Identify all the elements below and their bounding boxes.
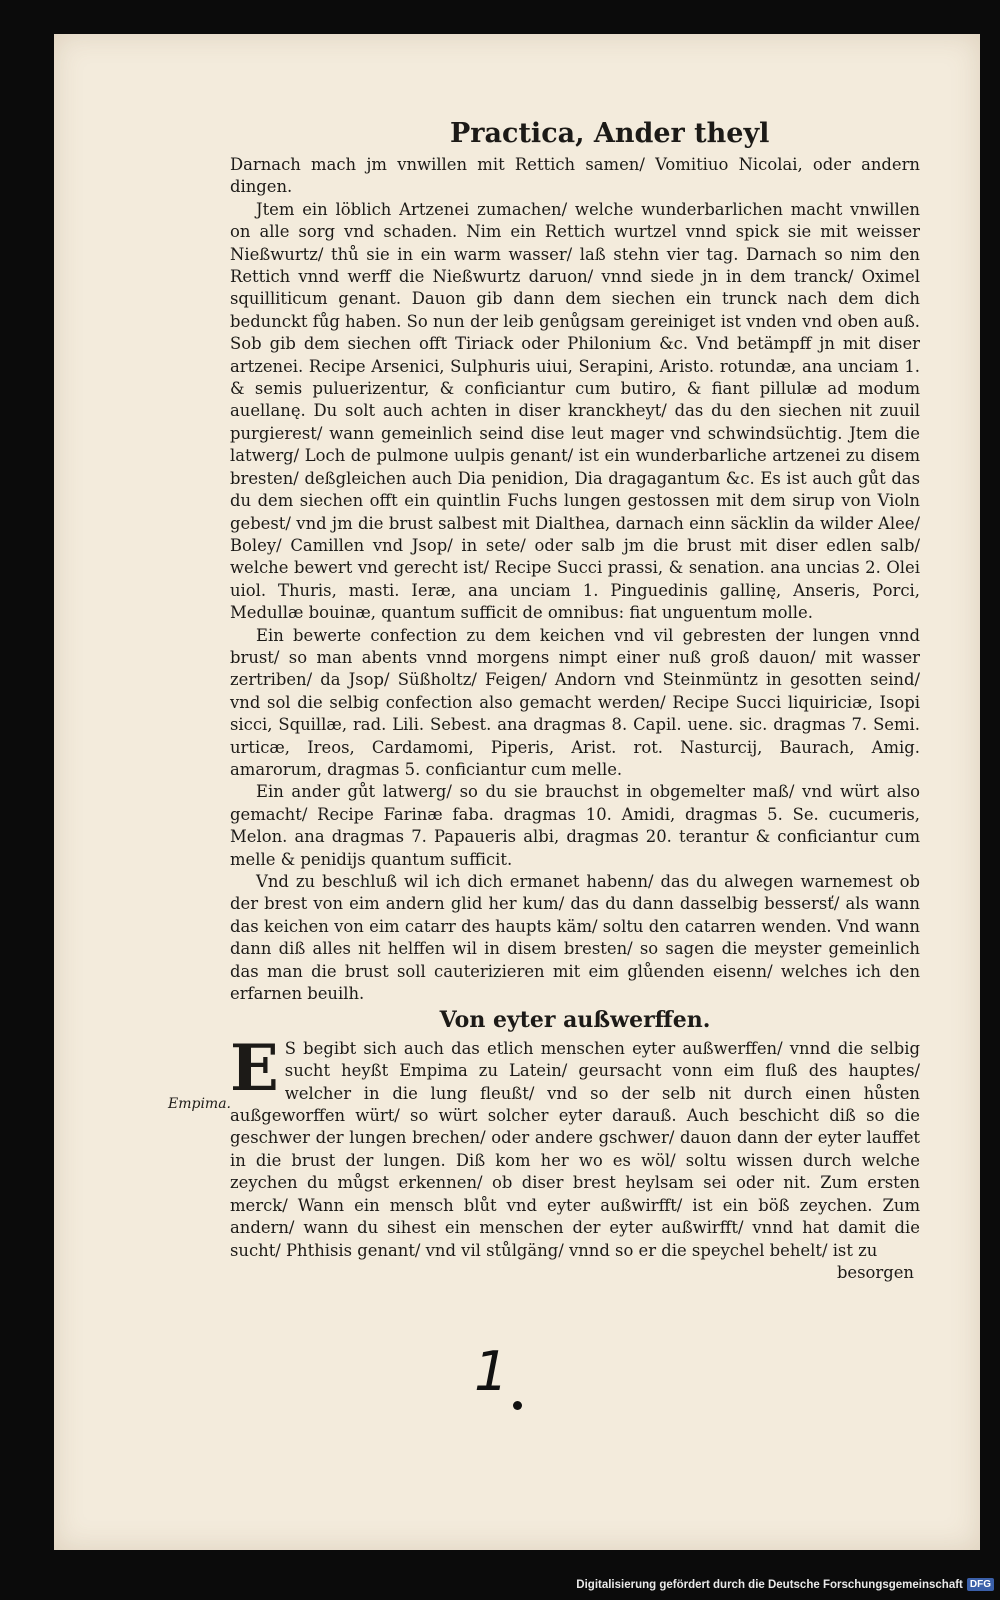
digitization-footer bbox=[576, 1578, 994, 1591]
running-header: Practica, Ander theyl bbox=[450, 118, 770, 149]
paragraph-3: Ein bewerte confection zu dem keichen vnd vil gebresten der lungen vnnd brust/ so man abents vnnd morgens nimpt einer nuß groß dauon/ mit wasser zertriben/ da Jsop/ Süßholtz/ Feigen/ Andorn vnd Steinmüntz in gesotten seind/ vnd sol die selbig confection also gemacht werden/ Recipe Succi liquiriciæ, Isopi sicci, Squillæ, rad. Lili. Sebest. ana dragmas 8. Capil. uene. sic. dragmas 7. Semi. urticæ, Ireos, Cardamomi, Piperis, Arist. rot. Nasturcij, Baurach, Amig. amarorum, dragmas 5. conficiantur cum melle. bbox=[230, 625, 920, 779]
section-paragraph-text: S begibt sich auch das etlich menschen eyter außwerffen/ vnnd die selbig sucht heyßt Empima zu Latein/ geursacht vonn eim fluß des hauptes/ welcher in die lung fleußt/ vnd so der selb nit durch einen hůsten außgeworffen würt/ so würt solcher eyter darauß. Auch beschicht diß so die geschwer der lungen brechen/ oder andere gschwer/ dauon dann der eyter lauffet in die brust der lungen. Diß kom her wo es wöl/ soltu wissen durch welche zeychen du můgst erkennen/ ob diser brest heylsam sei oder nit. Zum ersten merck/ Wann ein mensch blůt vnd eyter außwirfft/ ist ein böß zeychen. Zum andern/ wann du sihest ein menschen der eyter außwirfft/ vnnd hat damit die sucht/ Phthisis genant/ vnd vil stůlgäng/ vnnd so er die speychel behelt/ ist zu bbox=[230, 1038, 920, 1260]
margin-note: Empima. bbox=[168, 1096, 232, 1112]
footer-text: Digitalisierung gefördert durch die Deutsche Forschungsgemeinschaft bbox=[576, 1578, 963, 1591]
paragraph-1: Darnach mach jm vnwillen mit Rettich samen/ Vomitiuo Nicolai, oder andern dingen. bbox=[230, 155, 920, 197]
dfg-logo-icon: DFG bbox=[967, 1578, 994, 1591]
drop-cap: E bbox=[230, 1030, 279, 1106]
section-paragraph bbox=[230, 1030, 920, 1262]
handwritten-folio-mark: 1 bbox=[474, 1340, 509, 1403]
paragraph-2: Jtem ein löblich Artzenei zumachen/ welche wunderbarlichen macht vnwillen on alle sorg vnd schaden. Nim ein Rettich wurtzel vnnd spick sie mit weisser Nießwurtz/ thů sie in ein warm wasser/ laß stehn vier tag. Darnach so nim den Rettich vnnd werff die Nießwurtz daruon/ vnnd siede jn in dem tranck/ Oximel squilliticum genant. Dauon gib dann dem siechen ein trunck nach dem dich bedunckt fůg haben. So nun der leib genůgsam gereiniget ist vnden vnd oben auß. Sob gib dem siechen offt Tiriack oder Philonium &c. Vnd betämpff jn mit diser artzenei. Recipe Arsenici, Sulphuris uiui, Serapini, Aristo. rotundæ, ana unciam 1. & semis puluerizentur, & conficiantur cum butiro, & fiant pillulæ ad modum auellanę. Du solt auch achten in diser kranckheyt/ das du den siechen nit zuuil purgierest/ wann gemeinlich seind dise leut mager vnd schwindsüchtig. Jtem die latwerg/ Loch de pulmone uulpis genant/ ist ein wunderbarliche artzenei zu disem bresten/ deßgleichen auch Dia penidion, Dia dragagantum &c. Es ist auch gůt das du dem siechen offt ein quintlin Fuchs lungen gestossen mit dem sirup von Violn gebest/ vnd jm die brust salbest mit Dialthea, darnach einn säcklin da wilder Alee/ Boley/ Camillen vnd Jsop/ in sete/ oder salb jm die brust mit diser edlen salb/ welche bewert vnd gerecht ist/ Recipe Succi prassi, & senation. ana uncias 2. Olei uiol. Thuris, masti. Ieræ, ana unciam 1. Pinguedinis gallinę, Anseris, Porci, Medullæ bouinæ, quantum sufficit de omnibus: fiat unguentum molle. bbox=[230, 199, 920, 623]
ink-dot bbox=[513, 1401, 522, 1410]
paragraph-4: Ein ander gůt latwerg/ so du sie brauchst in obgemelter maß/ vnd würt also gemacht/ Recipe Farinæ faba. dragmas 10. Amidi, dragmas 5. Se. cucumeris, Melon. ana dragmas 7. Papaueris albi, dragmas 20. terantur & conficiantur cum melle & penidijs quantum sufficit. bbox=[230, 782, 920, 869]
catchword: besorgen bbox=[836, 1262, 914, 1282]
page-body bbox=[230, 154, 920, 1284]
paragraph-5: Vnd zu beschluß wil ich dich ermanet habenn/ das du alwegen warnemest ob der brest von eim andern glid her kum/ das du dann dasselbig bessersť/ als wann das keichen von eim catarr des haupts käm/ soltu den catarren wenden. Vnd wann dann diß alles nit helffen wil in disem bresten/ so sagen die meyster gemeinlich das man die brust soll cauterizieren mit eim glůenden eisenn/ welches ich den erfarnen beuilh. bbox=[230, 872, 920, 1004]
section-title: Von eyter außwerffen. bbox=[439, 1007, 711, 1034]
